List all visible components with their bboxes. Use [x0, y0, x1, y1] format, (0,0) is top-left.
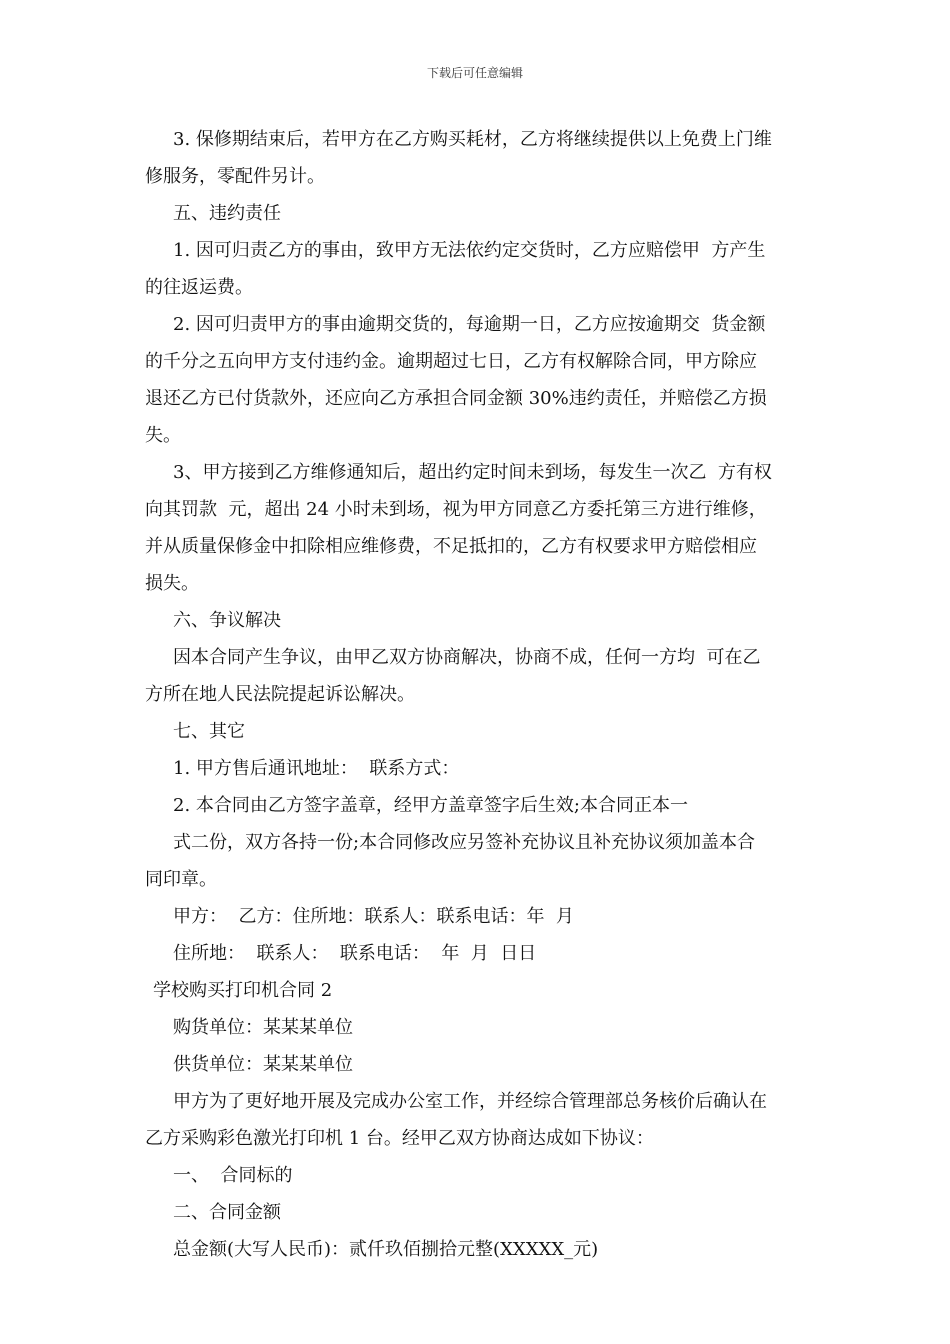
page-header: 下载后可任意编辑: [426, 66, 523, 80]
preamble-line-1: 甲方为了更好地开展及完成办公室工作，并经综合管理部总务核价后确认在: [173, 1091, 767, 1112]
section-2-heading: 二、合同金额: [173, 1202, 281, 1223]
clause-4-3-line-1: 3. 保修期结束后，若甲方在乙方购买耗材，乙方将继续提供以上免费上门维: [173, 129, 772, 150]
preamble-line-2: 乙方采购彩色激光打印机 1 台。经甲乙双方协商达成如下协议：: [145, 1128, 654, 1149]
clause-7-1: 1. 甲方售后通讯地址： 联系方式：: [173, 758, 460, 779]
section-7-heading: 七、其它: [173, 721, 245, 742]
clause-5-2-line-2: 的千分之五向甲方支付违约金。逾期超过七日，乙方有权解除合同，甲方除应: [145, 351, 757, 372]
clause-7-2-line-2: 式二份，双方各持一份;本合同修改应另签补充协议且补充协议须加盖本合: [173, 832, 756, 853]
contract-2-title: 学校购买打印机合同 2: [153, 980, 333, 1001]
clause-5-3-line-2: 向其罚款 元，超出 24 小时未到场，视为甲方同意乙方委托第三方进行维修，: [145, 499, 767, 520]
clause-7-2-line-3: 同印章。: [145, 869, 217, 890]
clause-5-2-line-3: 退还乙方已付货款外，还应向乙方承担合同金额 30%违约责任，并赔偿乙方损: [145, 388, 767, 409]
total-amount-line: 总金额(大写人民币)：贰仟玖佰捌拾元整(XXXXX_元): [173, 1239, 599, 1260]
section-5-heading: 五、违约责任: [173, 203, 281, 224]
document-body: [145, 121, 807, 1268]
signature-line-1: 甲方： 乙方：住所地：联系人：联系电话：年 月: [173, 906, 574, 927]
clause-6-line-1: 因本合同产生争议，由甲乙双方协商解决，协商不成，任何一方均 可在乙: [173, 647, 761, 668]
clause-7-2-line-1: 2. 本合同由乙方签字盖章，经甲方盖章签字后生效;本合同正本一: [173, 795, 688, 816]
section-1-heading: 一、 合同标的: [173, 1165, 293, 1186]
clause-6-line-2: 方所在地人民法院提起诉讼解决。: [145, 684, 415, 705]
signature-line-2: 住所地： 联系人： 联系电话： 年 月 日日: [173, 943, 537, 964]
clause-5-2-line-1: 2. 因可归责甲方的事由逾期交货的，每逾期一日，乙方应按逾期交 货金额: [173, 314, 766, 335]
clause-4-3-line-2: 修服务，零配件另计。: [145, 166, 325, 187]
section-6-heading: 六、争议解决: [173, 610, 281, 631]
clause-5-1-line-1: 1. 因可归责乙方的事由，致甲方无法依约定交货时，乙方应赔偿甲 方产生: [173, 240, 766, 261]
clause-5-3-line-3: 并从质量保修金中扣除相应维修费，不足抵扣的，乙方有权要求甲方赔偿相应: [145, 536, 757, 557]
clause-5-3-line-1: 3、甲方接到乙方维修通知后，超出约定时间未到场，每发生一次乙 方有权: [173, 462, 772, 483]
clause-5-2-line-4: 失。: [145, 425, 181, 446]
clause-5-1-line-2: 的往返运费。: [145, 277, 253, 298]
supplier-line: 供货单位：某某某单位: [173, 1054, 353, 1075]
purchaser-line: 购货单位：某某某单位: [173, 1017, 353, 1038]
clause-5-3-line-4: 损失。: [145, 573, 199, 594]
